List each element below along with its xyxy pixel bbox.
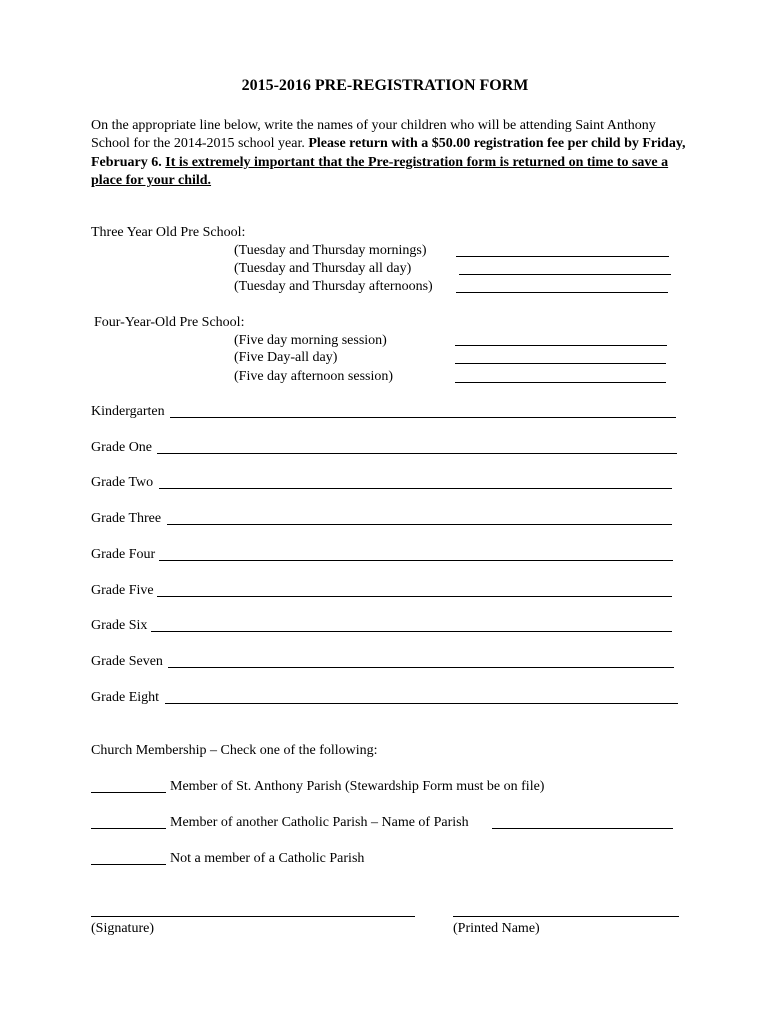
signature-label: (Signature) — [91, 921, 154, 936]
grade-eight-label: Grade Eight — [91, 690, 160, 705]
other-parish-check-line[interactable] — [91, 828, 166, 829]
grade-one-line[interactable] — [157, 453, 677, 454]
three-year-option-all-day: (Tuesday and Thursday all day) — [234, 261, 412, 276]
grade-kindergarten-label: Kindergarten — [91, 404, 165, 419]
three-year-afternoons-line[interactable] — [456, 292, 668, 293]
three-year-preschool-heading: Three Year Old Pre School: — [91, 225, 246, 240]
four-year-morning-line[interactable] — [455, 345, 667, 346]
signature-line[interactable] — [91, 916, 415, 917]
grade-one-label: Grade One — [91, 440, 153, 455]
intro-deadline-notice: It is extremely important that the Pre-registration form is returned on time to save a place for your child. — [91, 154, 669, 189]
three-year-mornings-line[interactable] — [456, 256, 669, 257]
church-membership-heading: Church Membership – Check one of the following: — [91, 743, 378, 758]
three-year-all-day-line[interactable] — [459, 274, 671, 275]
grade-five-line[interactable] — [157, 596, 672, 597]
grade-two-line[interactable] — [159, 488, 672, 489]
grade-four-line[interactable] — [159, 560, 673, 561]
four-year-afternoon-line[interactable] — [455, 382, 666, 383]
other-parish-option: Member of another Catholic Parish – Name of Parish — [170, 815, 469, 830]
st-anthony-check-line[interactable] — [91, 792, 166, 793]
four-year-option-morning: (Five day morning session) — [234, 333, 387, 348]
four-year-preschool-heading: Four-Year-Old Pre School: — [94, 315, 245, 330]
printed-name-line[interactable] — [453, 916, 679, 917]
printed-name-label: (Printed Name) — [453, 921, 540, 936]
non-catholic-option: Not a member of a Catholic Parish — [170, 851, 365, 866]
grade-six-line[interactable] — [151, 631, 672, 632]
three-year-option-afternoons: (Tuesday and Thursday afternoons) — [234, 279, 433, 294]
three-year-option-mornings: (Tuesday and Thursday mornings) — [234, 243, 427, 258]
intro-text: On the appropriate line below, write the names of your children who will be attending Saint Anthony School for the 2014-2015 school year. — [91, 118, 656, 152]
grade-eight-line[interactable] — [165, 703, 678, 704]
grade-four-label: Grade Four — [91, 547, 156, 562]
grade-kindergarten-line[interactable] — [170, 417, 676, 418]
intro-fee-notice: Please return with a $50.00 registration fee per child by Friday, February 6. — [91, 136, 686, 170]
grade-seven-line[interactable] — [168, 667, 674, 668]
form-title: 2015-2016 PRE-REGISTRATION FORM — [241, 77, 529, 94]
grade-three-line[interactable] — [167, 524, 672, 525]
grade-six-label: Grade Six — [91, 618, 148, 633]
grade-three-label: Grade Three — [91, 511, 162, 526]
st-anthony-member-option: Member of St. Anthony Parish (Stewardship Form must be on file) — [170, 779, 545, 794]
grade-seven-label: Grade Seven — [91, 654, 163, 669]
grade-two-label: Grade Two — [91, 475, 154, 490]
four-year-option-all-day: (Five Day-all day) — [234, 350, 338, 365]
parish-name-line[interactable] — [492, 828, 673, 829]
intro-paragraph — [91, 117, 691, 191]
four-year-all-day-line[interactable] — [455, 363, 666, 364]
grade-five-label: Grade Five — [91, 583, 154, 598]
non-catholic-check-line[interactable] — [91, 864, 166, 865]
four-year-option-afternoon: (Five day afternoon session) — [234, 369, 394, 384]
